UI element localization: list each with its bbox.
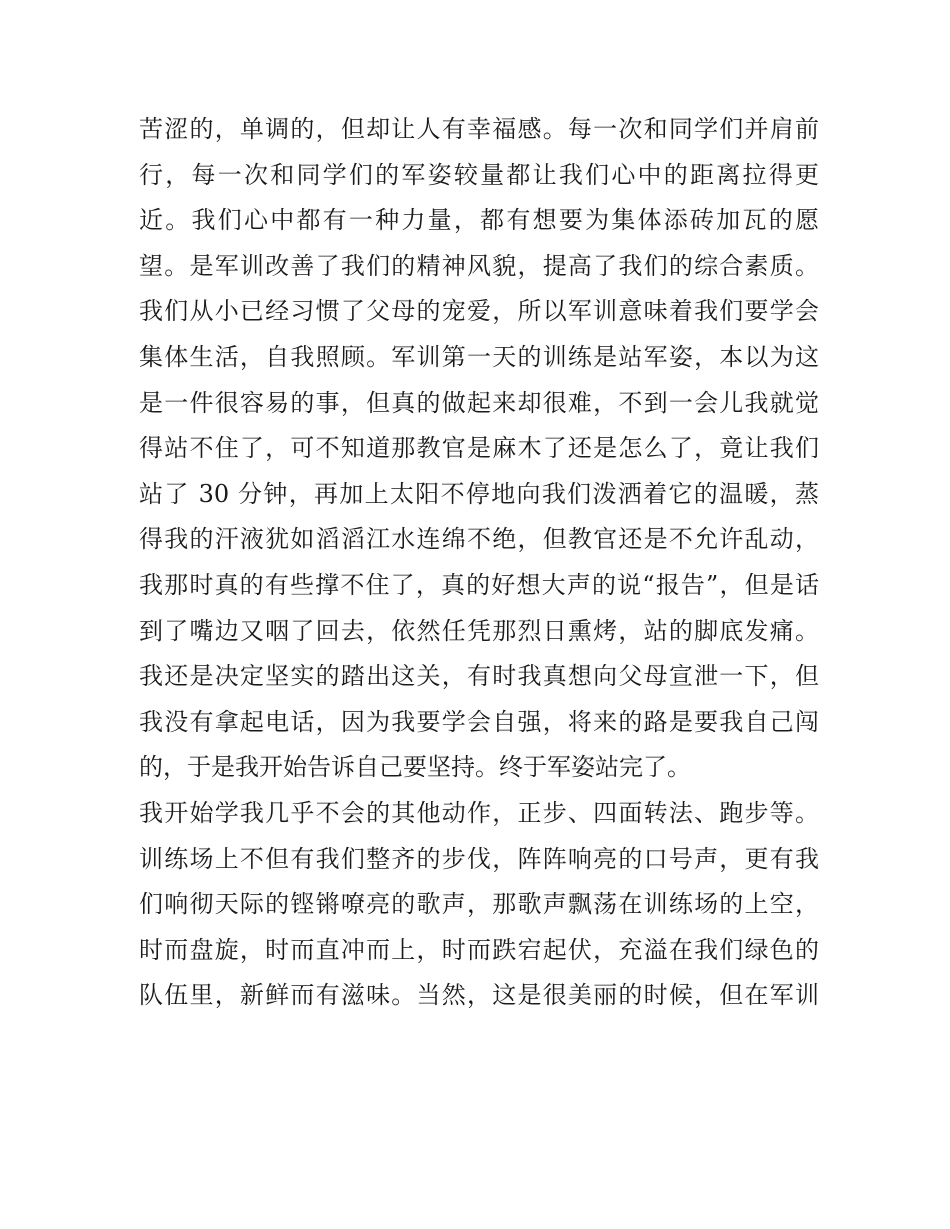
text-line: 集体生活，自我照顾。军训第一天的训练是站军姿，本以为这 <box>139 342 819 371</box>
text-line: 是一件很容易的事，但真的做起来却很难，不到一会儿我就觉 <box>139 388 819 417</box>
text-line: 望。是军训改善了我们的精神风貌，提高了我们的综合素质。 <box>139 251 819 280</box>
text-line: 到了嘴边又咽了回去，依然任凭那烈日熏烤，站的脚底发痛。 <box>139 616 819 645</box>
text-line: 得站不住了，可不知道那教官是麻木了还是怎么了，竟让我们 <box>139 434 819 463</box>
text-line: 训练场上不但有我们整齐的步伐，阵阵响亮的口号声，更有我 <box>139 844 819 873</box>
text-line: 近。我们心中都有一种力量，都有想要为集体添砖加瓦的愿 <box>139 206 819 235</box>
text-line: 站了 30 分钟，再加上太阳不停地向我们泼洒着它的温暖，蒸 <box>139 479 819 508</box>
text-line: 苦涩的，单调的，但却让人有幸福感。每一次和同学们并肩前 <box>139 115 819 143</box>
text-line: 我开始学我几乎不会的其他动作，正步、四面转法、跑步等。 <box>139 798 819 827</box>
text-line: 我还是决定坚实的踏出这关，有时我真想向父母宣泄一下，但 <box>139 662 819 691</box>
text-line: 我们从小已经习惯了父母的宠爱，所以军训意味着我们要学会 <box>139 297 819 326</box>
text-line: 的，于是我开始告诉自己要坚持。终于军姿站完了。 <box>139 753 691 782</box>
text-line: 得我的汗液犹如滔滔江水连绵不绝，但教官还是不允许乱动， <box>139 525 819 554</box>
body-text <box>139 107 819 1019</box>
text-line: 行，每一次和同学们的军姿较量都让我们心中的距离拉得更 <box>139 160 819 189</box>
text-line: 时而盘旋，时而直冲而上，时而跌宕起伏，充溢在我们绿色的 <box>139 935 819 964</box>
text-line: 们响彻天际的铿锵嘹亮的歌声，那歌声飘荡在训练场的上空， <box>139 890 819 919</box>
text-line: 队伍里，新鲜而有滋味。当然，这是很美丽的时候，但在军训 <box>139 981 819 1010</box>
text-line: 我没有拿起电话，因为我要学会自强，将来的路是要我自己闯 <box>139 707 819 736</box>
text-line: 我那时真的有些撑不住了，真的好想大声的说“报告”，但是话 <box>139 570 819 599</box>
